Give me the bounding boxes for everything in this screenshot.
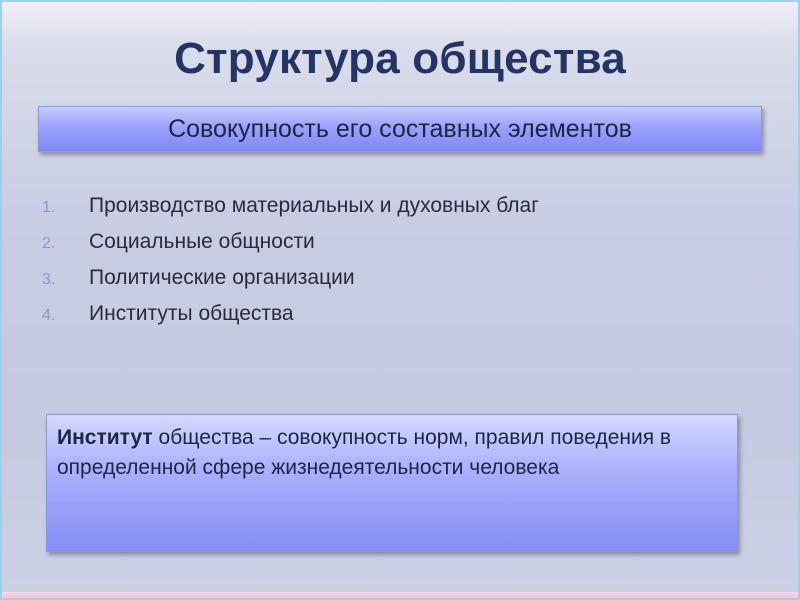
- list-item-text: Производство материальных и духовных благ: [89, 194, 539, 217]
- subtitle-text: Совокупность его составных элементов: [168, 114, 632, 143]
- list-item-text: Социальные общности: [89, 230, 315, 253]
- definition-term: Институт: [57, 426, 153, 449]
- slide-title: Структура общества: [174, 34, 626, 83]
- definition-box: [46, 414, 738, 552]
- list-item-number: 4.: [42, 307, 56, 324]
- list-item-number: 3.: [42, 271, 56, 288]
- definition-text: общества – совокупность норм, правил поведения в определенной сфере жизнедеятельности человека: [57, 426, 672, 479]
- elements-list: [42, 194, 742, 338]
- list-item: [42, 266, 742, 302]
- subtitle-box: [38, 106, 762, 152]
- list-item-text: Институты общества: [89, 302, 294, 325]
- list-item: [42, 302, 742, 338]
- list-item-number: 2.: [42, 235, 56, 252]
- list-item-number: 1.: [42, 199, 56, 216]
- list-item: [42, 230, 742, 266]
- list-item: [42, 194, 742, 230]
- list-item-text: Политические организации: [89, 266, 355, 289]
